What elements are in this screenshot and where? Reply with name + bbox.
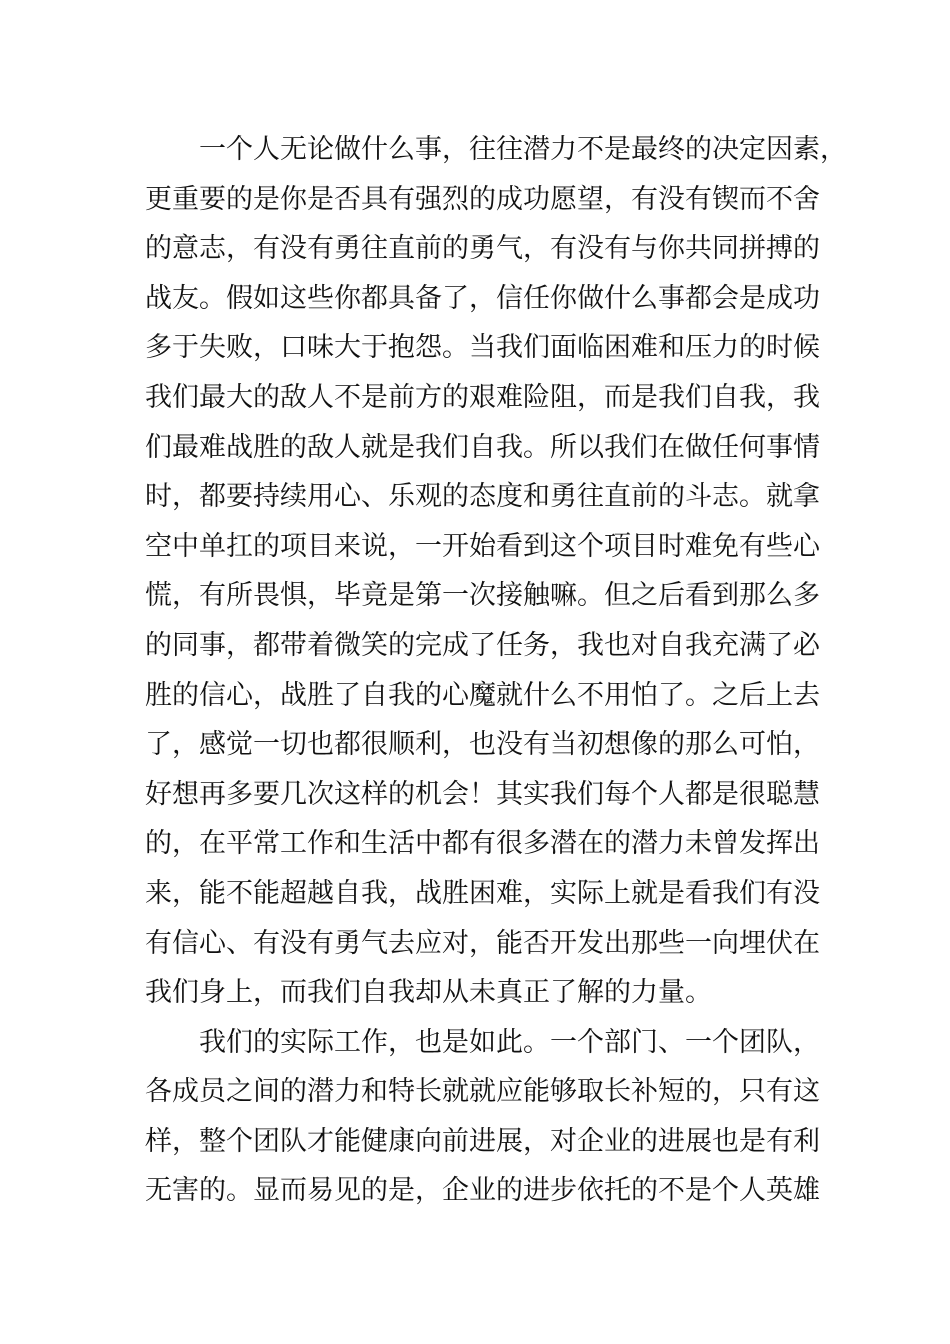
text-line: 了，感觉一切也都很顺利，也没有当初想像的那么可怕， — [145, 729, 820, 761]
text-line: 一个人无论做什么事，往往潜力不是最终的决定因素， — [199, 134, 847, 165]
text-line: 空中单扛的项目来说，一开始看到这个项目时难免有些心 — [145, 530, 820, 562]
text-line: 胜的信心，战胜了自我的心魔就什么不用怕了。之后上去 — [145, 679, 820, 711]
text-line: 时，都要持续用心、乐观的态度和勇往直前的斗志。就拿 — [145, 481, 820, 513]
text-line: 各成员之间的潜力和特长就就应能够取长补短的，只有这 — [145, 1076, 820, 1108]
text-line: 无害的。显而易见的是，企业的进步依托的不是个人英雄 — [145, 1175, 820, 1207]
text-line: 我们身上，而我们自我却从未真正了解的力量。 — [145, 977, 712, 1009]
text-line: 我们的实际工作，也是如此。一个部门、一个团队， — [199, 1026, 820, 1058]
text-line: 多于失败，口味大于抱怨。当我们面临困难和压力的时候 — [145, 332, 820, 364]
text-line: 更重要的是你是否具有强烈的成功愿望，有没有锲而不舍 — [145, 183, 820, 215]
text-line: 战友。假如这些你都具备了，信任你做什么事都会是成功 — [145, 282, 820, 314]
paragraph-1 — [145, 125, 847, 1018]
text-line: 的意志，有没有勇往直前的勇气，有没有与你共同拼搏的 — [145, 233, 820, 265]
body-text — [145, 125, 847, 1216]
text-line: 慌，有所畏惧，毕竟是第一次接触嘛。但之后看到那么多 — [145, 580, 820, 612]
text-line: 好想再多要几次这样的机会！其实我们每个人都是很聪慧 — [145, 778, 820, 810]
text-line: 的，在平常工作和生活中都有很多潜在的潜力未曾发挥出 — [145, 828, 820, 860]
text-line: 样，整个团队才能健康向前进展，对企业的进展也是有利 — [145, 1125, 820, 1157]
text-line: 们最难战胜的敌人就是我们自我。所以我们在做任何事情 — [145, 431, 820, 463]
text-line: 来，能不能超越自我，战胜困难，实际上就是看我们有没 — [145, 877, 820, 909]
text-line: 有信心、有没有勇气去应对，能否开发出那些一向埋伏在 — [145, 927, 820, 959]
text-line: 我们最大的敌人不是前方的艰难险阻，而是我们自我，我 — [145, 381, 820, 413]
text-line: 的同事，都带着微笑的完成了任务，我也对自我充满了必 — [145, 629, 820, 661]
paragraph-2 — [145, 1018, 820, 1216]
